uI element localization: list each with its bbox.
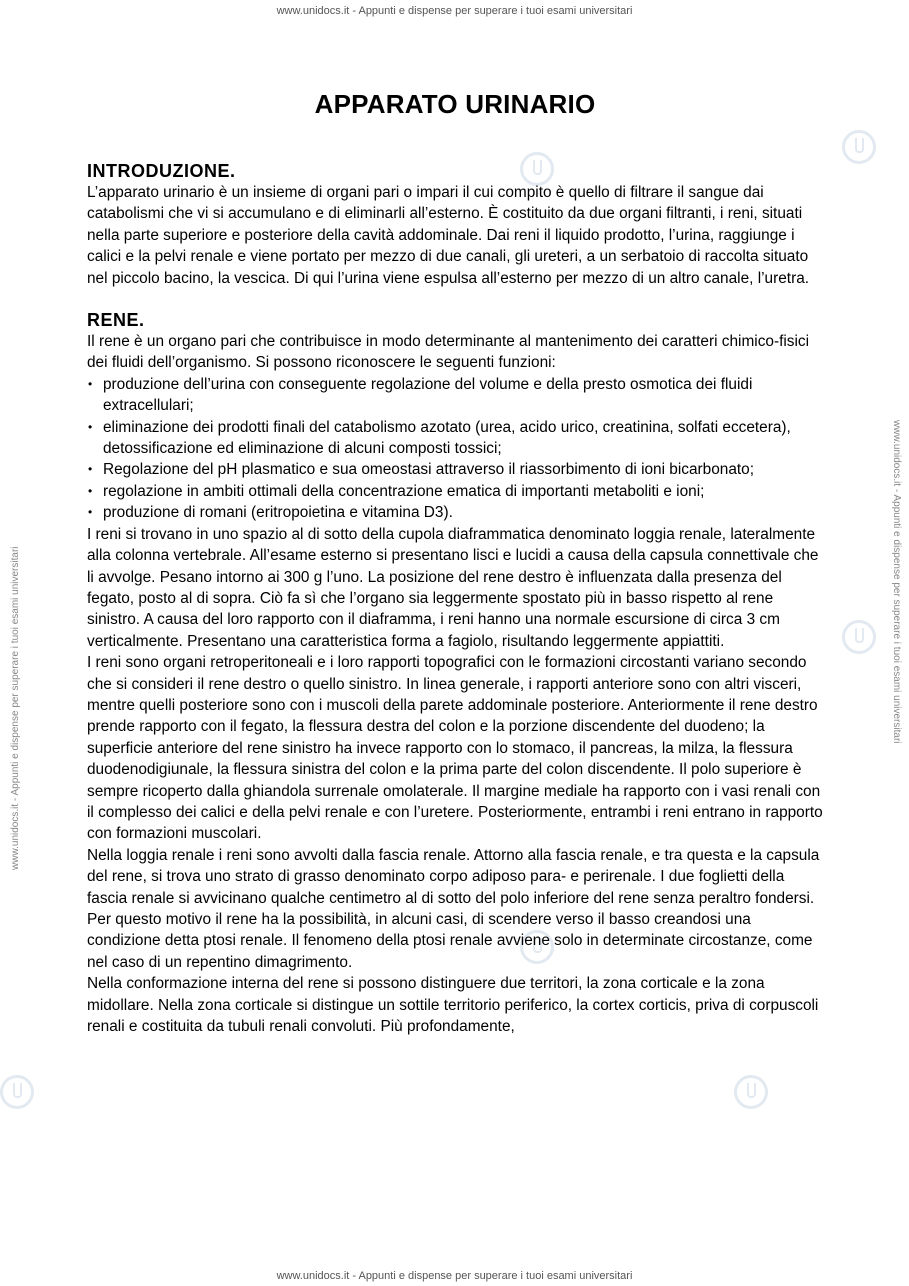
list-item: • Regolazione del pH plasmatico e sua omeostasi attraverso il riassorbimento di ioni bicarbonato;: [87, 459, 823, 480]
document-title: APPARATO URINARIO: [314, 89, 596, 119]
unidocs-logo-icon: [842, 130, 876, 164]
paragraph: Nella conformazione interna del rene si possono distinguere due territori, la zona corticale e la zona midollare. Nella zona corticale si distingue un sottile territorio periferico, la cortex corticis, priva di corpuscoli renali e costituita da tubuli renali convoluti. Più profondamente,: [87, 975, 819, 1036]
section-heading: RENE.: [87, 310, 145, 331]
function-list: [87, 374, 823, 524]
paragraph: Il rene è un organo pari che contribuisce in modo determinante al mantenimento dei caratteri chimico-fisici dei fluidi dell’organismo. Si possono riconoscere le seguenti funzioni:: [87, 333, 810, 372]
paragraph: I reni sono organi retroperitoneali e i loro rapporti topografici con le formazioni circostanti variano secondo che si consideri il rene destro o quello sinistro. In linea generale, i rapporti anteriore sono con altri visceri, mentre quelli posteriore sono con i muscoli della parete addominale posteriore. Anteriormente il rene destro prende rapporto con il fegato, la flessura destra del colon e la porzione discendente del duodeno; la superficie anteriore del rene sinistro ha invece rapporto con lo stomaco, il pancreas, la milza, la flessura duodenodigiunale, la flessura sinistra del colon e la prima parte del colon discendente. Il polo superiore è sempre ricoperto dalla ghiandola surrenale omolaterale. Il margine mediale ha rapporto con i vasi renali con il complesso dei calici e della pelvi renale e con l’uretere. Posteriormente, entrambi i reni entrano in rapporto con formazioni muscolari.: [87, 654, 823, 843]
paragraph: Nella loggia renale i reni sono avvolti dalla fascia renale. Attorno alla fascia renale, e tra questa e la capsula del rene, si trova uno strato di grasso denominato corpo adiposo para- e perirenale. I due foglietti della fascia renale si avvicinano qualche centimetro al di sotto del polo inferiore del rene senza peraltro fondersi. Per questo motivo il rene ha la possibilità, in alcuni casi, di scendere verso il basso creandosi una condizione detta ptosi renale. Il fenomeno della ptosi renale avviene solo in determinate circostanze, come nel caso di un repentino dimagrimento.: [87, 846, 820, 971]
document-body: [87, 86, 823, 1037]
list-item: • eliminazione dei prodotti finali del catabolismo azotato (urea, acido urico, creatinina, solfati eccetera), detossificazione ed eliminazione di alcuni composti tossici;: [87, 417, 823, 460]
unidocs-logo-icon: [0, 1075, 34, 1109]
footer-banner: www.unidocs.it - Appunti e dispense per superare i tuoi esami universitari: [276, 1270, 633, 1282]
paragraph: I reni si trovano in uno spazio al di sotto della cupola diaframmatica denominato loggia renale, lateralmente alla colonna vertebrale. All’esame esterno si presentano lisci e lucidi a causa della capsula connettivale che li avvolge. Pesano intorno ai 300 g l’uno. La posizione del rene destro è influenzata dalla presenza del fegato, posto al di sopra. Ciò fa sì che l’organo sia leggermente spostato più in basso rispetto al rene sinistro. A causa del loro rapporto con il diaframma, i reni hanno una normale escursione di circa 3 cm verticalmente. Presentano una caratteristica forma a fagiolo, risultando leggermente appiattiti.: [87, 525, 819, 650]
side-banner-right: www.unidocs.it - Appunti e dispense per superare i tuoi esami universitari: [891, 420, 902, 744]
side-banner-left: www.unidocs.it - Appunti e dispense per superare i tuoi esami universitari: [10, 546, 21, 870]
header-banner: www.unidocs.it - Appunti e dispense per superare i tuoi esami universitari: [276, 5, 633, 17]
list-item: • regolazione in ambiti ottimali della concentrazione ematica di importanti metaboliti e ioni;: [87, 481, 823, 502]
list-item: • produzione dell’urina con conseguente regolazione del volume e della presto osmotica dei fluidi extracellulari;: [87, 374, 823, 417]
unidocs-logo-icon: [842, 620, 876, 654]
section-introduzione: [87, 160, 823, 289]
unidocs-logo-icon: [734, 1075, 768, 1109]
list-item: • produzione di romani (eritropoietina e vitamina D3).: [87, 502, 823, 523]
section-heading: INTRODUZIONE.: [87, 161, 236, 181]
section-rene: [87, 309, 823, 1037]
paragraph: L’apparato urinario è un insieme di organi pari o impari il cui compito è quello di filtrare il sangue dai catabolismi che vi si accumulano e di eliminarli all’esterno. È costituito da due organi filtranti, i reni, situati nella parte superiore e posteriore della cavità addominale. Dai reni il liquido prodotto, l’urina, raggiunge i calici e la pelvi renale e viene portato per mezzo di due canali, gli ureteri, a un serbatoio di raccolta situato nel piccolo bacino, la vescica. Di qui l’urina viene espulsa all’esterno per mezzo di un altro canale, l’uretra.: [87, 184, 810, 287]
